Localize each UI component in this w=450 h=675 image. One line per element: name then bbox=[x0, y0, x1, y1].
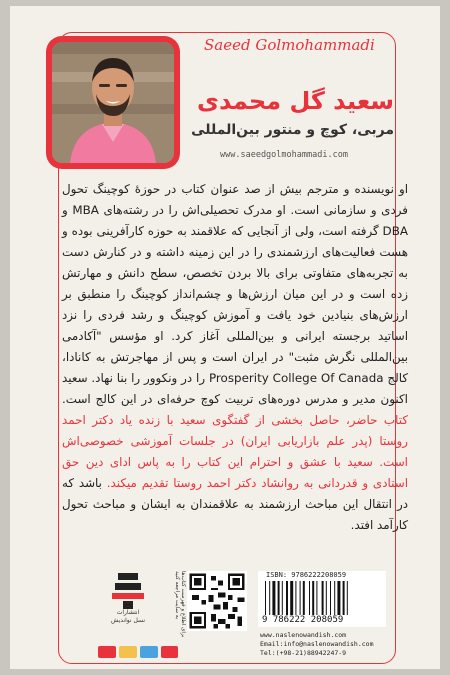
barcode-icon bbox=[264, 581, 380, 615]
barcode-area bbox=[258, 571, 386, 627]
publisher-vertical-note: برای اطلاع و فهرست کتاب‌ها به سایت مراجعه کنید bbox=[174, 571, 186, 638]
author-persian-name: سعید گل محمدی bbox=[196, 87, 394, 115]
barcode-number: 9 786222 208059 bbox=[262, 615, 344, 625]
back-cover bbox=[10, 6, 440, 669]
publisher-contact bbox=[260, 631, 390, 658]
award-badges-icon bbox=[98, 645, 178, 659]
contact-website: www.naslenowandish.com bbox=[260, 631, 347, 639]
bio-closing: باشد که در انتقال این مباحث ارزشمند به علاقمندان به ایشان و مباحث تحول کارآمد افتد. bbox=[62, 476, 408, 532]
contact-email: Email:info@naslenowandish.com bbox=[260, 640, 374, 648]
publisher-logo-icon bbox=[98, 571, 158, 643]
bio-dedication: کتاب حاضر، حاصل بخشی از گفتگوی سعید با زنده یاد دکتر احمد روستا (پدر علم بازاریابی ایران) در جلسات آموزشی خصوصی‌اش است. سعید با عشق و احترام این کتاب را به پاس ادای دین حق استادی و قدردانی به روانشاد دکتر احمد روستا تقدیم میکند. bbox=[62, 413, 408, 490]
author-photo bbox=[46, 36, 180, 169]
footer bbox=[80, 565, 386, 663]
publisher-name: انتشارات نسل نواندیش bbox=[110, 609, 146, 624]
isbn-text: ISBN: 9786222208059 bbox=[266, 571, 347, 579]
qr-code-icon bbox=[187, 571, 247, 631]
author-subtitle: مربی، کوچ و منتور بین‌المللی bbox=[191, 122, 394, 138]
bio-main: او نویسنده و مترجم بیش از صد عنوان کتاب در حوزهٔ کوچینگ تحول فردی و سازمانی است. او مدرک تحصیلی‌اش را در رشته‌های MBA و DBA گرفته است، ولی از آنجایی که علاقمند به حوزه کارآفرینی بوده و هست فعالیت‌های ارزشمندی را در این زمینه داشته و در کنارش دست به تجربه‌های متفاوتی برای بالا بردن تخصص، سطح دانش و مهارتش زده است و در این میان ارزش‌ها و چشم‌انداز کوچینگ را منطبق بر ارزش‌های بنیادین خود یافت و آموزش کوچینگ و رشد فردی را نزد اساتید برجسته ایرانی و بین‌المللی آغاز کرد. او مؤسس "آکادمی بین‌المللی نگرش مثبت" در ایران است و پس از مهاجرتش به کانادا، کالج Prosperity College Of Canada را در ونکوور را بنا نهاد. سعید اکنون مدیر و مدرس دوره‌های تربیت کوچ حرفه‌ای در این کالج است. bbox=[62, 182, 408, 406]
author-latin-name: Saeed Golmohammadi bbox=[204, 36, 375, 54]
contact-phone: Tel:(+98-21)88942247-9 bbox=[260, 649, 347, 657]
author-bio bbox=[62, 179, 408, 536]
author-website: www.saeedgolmohammadi.com bbox=[220, 150, 348, 160]
